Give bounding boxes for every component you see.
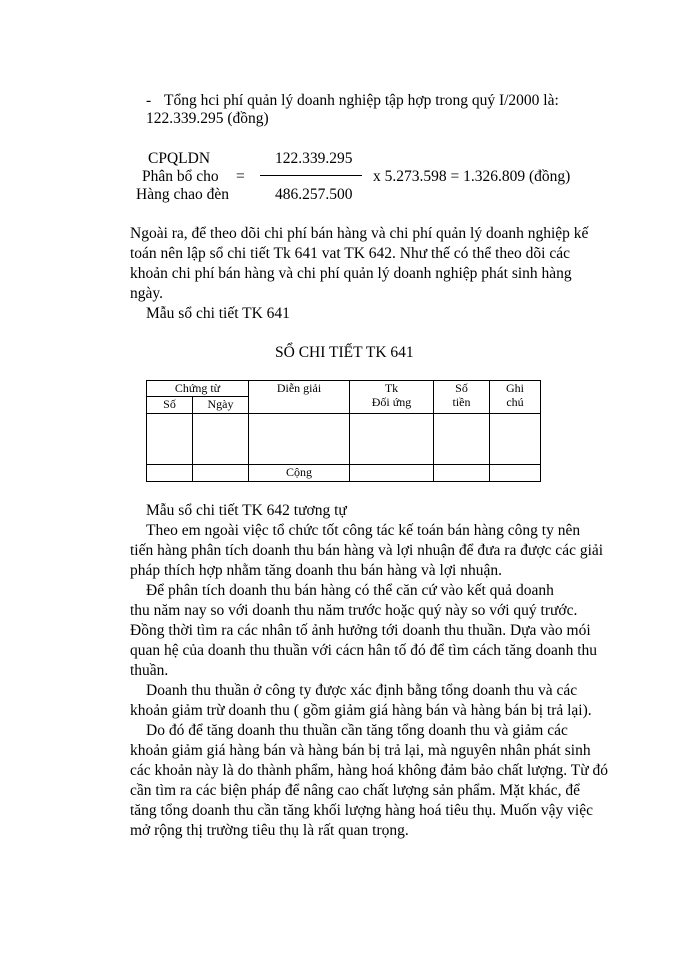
text-line: Theo em ngoài việc tổ chức tốt công tác kế toán bán hàng công ty nên	[146, 522, 581, 539]
sample-641-label: Mẫu sổ chi tiết TK 641	[146, 305, 290, 322]
text-line: thuần.	[130, 662, 169, 679]
formula-left-3: Hàng chao đèn	[136, 186, 229, 203]
intro-line-2: 122.339.295 (đồng)	[146, 110, 269, 127]
fraction-bar	[260, 175, 362, 176]
header-so: Số	[147, 397, 193, 414]
text-line: quan hệ của doanh thu thuần với cácn hân tố đó để tìm cách tăng doanh thu	[130, 642, 598, 659]
formula-equals: =	[236, 168, 245, 185]
text-line: các khoản này là do thành phẩm, hàng hoá không đảm bảo chất lượng. Từ đó	[130, 762, 608, 779]
table-row	[147, 414, 541, 465]
text-line: Ngoài ra, để theo dõi chi phí bán hàng và chi phí quản lý doanh nghiệp kế	[130, 225, 589, 242]
total-label: Cộng	[249, 465, 350, 482]
text-line: ngày.	[130, 285, 163, 302]
formula-left-2: Phân bổ cho	[142, 168, 219, 185]
table-cell	[193, 465, 249, 482]
text-line: khoản giảm giá hàng bán và hàng bán bị trả lại, mà nguyên nhân phát sinh	[130, 742, 591, 759]
table-cell	[249, 414, 350, 465]
intro-dash: -	[146, 92, 152, 109]
formula-result: x 5.273.598 = 1.326.809 (đồng)	[373, 168, 571, 185]
header-ghi-chu-line-1: Ghi	[506, 381, 525, 395]
table-cell	[350, 465, 434, 482]
table-cell	[147, 414, 193, 465]
table-cell	[350, 414, 434, 465]
formula-denominator: 486.257.500	[275, 186, 353, 203]
intro-line-1: Tổng hci phí quản lý doanh nghiệp tập hợp trong quý I/2000 là:	[164, 92, 559, 109]
header-ghi-chu-line-2: chú	[506, 395, 524, 409]
header-tk-doi-ung	[350, 381, 434, 414]
ledger-table	[146, 380, 541, 482]
text-line: toán nên lập sổ chi tiết Tk 641 vat TK 642. Như thế có thể theo dõi các	[130, 245, 571, 262]
text-line: Do đó để tăng doanh thu thuần cần tăng tổng doanh thu và giảm các	[146, 722, 568, 739]
header-tk-line-2: Đối ứng	[371, 395, 412, 409]
formula-numerator: 122.339.295	[275, 150, 353, 167]
header-so-tien-line-1: Số	[455, 381, 468, 395]
header-chung-tu: Chứng từ	[147, 381, 249, 397]
text-line: khoản chi phí bán hàng và chi phí quản lý doanh nghiệp phát sinh hàng	[130, 265, 572, 282]
header-ngay: Ngày	[193, 397, 249, 414]
text-line: tăng tổng doanh thu cần tăng khối lượng hàng hoá tiêu thụ. Muốn vậy việc	[130, 802, 593, 819]
ledger-title: SỔ CHI TIẾT TK 641	[275, 344, 414, 361]
text-line: mở rộng thị trường tiêu thụ là rất quan trọng.	[130, 822, 409, 839]
header-tk-line-1: Tk	[384, 381, 399, 395]
table-cell	[193, 414, 249, 465]
text-line: pháp thích hợp nhằm tăng doanh thu bán hàng và lợi nhuận.	[130, 562, 502, 579]
header-so-tien-line-2: tiền	[452, 395, 471, 409]
table-cell	[490, 465, 541, 482]
header-dien-giai	[249, 381, 350, 414]
total-row	[147, 465, 541, 482]
header-so-tien	[434, 381, 490, 414]
text-line: Đồng thời tìm ra các nhân tố ảnh hưởng tới doanh thu thuần. Dựa vào mói	[130, 622, 591, 639]
header-dien-giai-text: Diễn giải	[276, 381, 322, 395]
header-ghi-chu	[490, 381, 541, 414]
text-line: thu năm nay so với doanh thu năm trước hoặc quý này so với quý trước.	[130, 602, 578, 619]
text-line: cần tìm ra các biện pháp để nâng cao chất lượng sản phẩm. Mặt khác, để	[130, 782, 580, 799]
text-line: khoản giảm trừ doanh thu ( gồm giảm giá hàng bán và hàng bán bị trả lại).	[130, 702, 592, 719]
sample-642-label: Mẫu sổ chi tiết TK 642 tương tự	[146, 502, 347, 519]
text-line: tiến hàng phân tích doanh thu bán hàng và lợi nhuận để đưa ra được các giải	[130, 542, 604, 559]
table-cell	[434, 465, 490, 482]
table-cell	[490, 414, 541, 465]
table-cell	[147, 465, 193, 482]
table-cell	[434, 414, 490, 465]
text-line: Để phân tích doanh thu bán hàng có thể căn cứ vào kết quả doanh	[146, 582, 554, 599]
formula-left-1: CPQLDN	[148, 150, 211, 167]
text-line: Doanh thu thuần ở công ty được xác định bằng tổng doanh thu và các	[146, 682, 578, 699]
